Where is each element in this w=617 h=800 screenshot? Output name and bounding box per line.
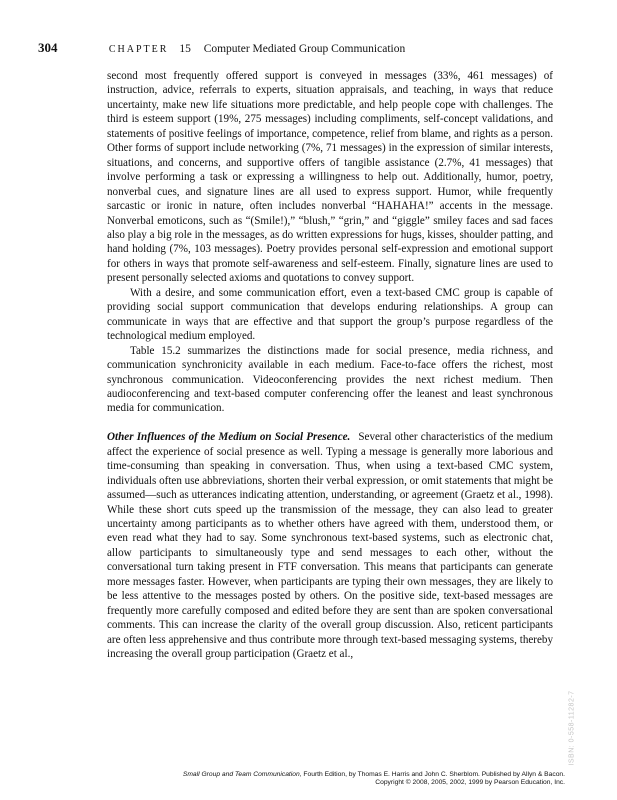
footer-copyright: Copyright © 2008, 2005, 2002, 1999 by Pearson Education, Inc. [375,779,565,787]
running-header [38,40,598,56]
paragraph-table-summary: Table 15.2 summarizes the distinctions made for social presence, media richness, and communication synchronicity available in each medium. Face-to-face offers the richest, most synchronous communication. Videoconferencing provides the next richest medium. Then audioconferencing and text-based computer conferencing offer the leanest and least synchronous media for communication. [107,344,553,415]
chapter-number: 15 [179,43,191,55]
footer-publisher: Fourth Edition, by Thomas E. Harris and John C. Sherblom. Published by Allyn & Bacon. [301,771,565,778]
paragraph-relationships: With a desire, and some communication effort, even a text-based CMC group is capable of providing social support communication that develops enduring relationships. A group can communicate in ways that are effective and that support the group’s purpose regardless of the technological medium employed. [107,286,553,343]
body-text [107,69,553,662]
footer-book-title: Small Group and Team Communication, [182,771,302,778]
chapter-title: Computer Mediated Group Communication [203,43,406,55]
section-heading: Other Influences of the Medium on Social Presence. [107,431,351,444]
paragraph-other-influences [107,430,553,661]
section-text: Several other characteristics of the medium affect the experience of social presence as well. Typing a message is generally more laborious and time-consuming than speaking in conversation. Thus, when using a text-based CMC system, individuals often use abbreviations, shorten their verbal expression, or omit statements that might be assumed—such as utterances indicating attention, understanding, or agreement (Graetz et al., 1998). While these short cuts speed up the transmission of the message, they can also lead to greater uncertainty among participants as to whether others have agreed with them, understood them, or even read what they had to say. Some synchronous text-based systems, such as electronic chat, allow participants to simultaneously type and send messages to each other, without the conversational turn taking present in FTF conversation. This means that participants can generate more messages faster. However, when participants are typing their own messages, they are likely to be less attentive to the messages posted by others. On the positive side, text-based messages are frequently more carefully composed and edited before they are sent than are spoken conversational comments. This can increase the clarity of the overall group discussion. Also, reticent participants are often less apprehensive and thus contribute more through text-based messaging systems, thereby increasing the overall group participation (Graetz et al., [107,431,553,661]
chapter-label: CHAPTER [108,44,169,55]
paragraph-support-types: second most frequently offered support is conveyed in messages (33%, 461 messages) of instruction, advice, referrals to experts, situation appraisals, and teaching, in ways that reduce uncertainty, make new life situations more predictable, and help people cope with challenges. The third is esteem support (19%, 275 messages) including compliments, self-concept validations, and statements of positive feelings of importance, competence, relief from blame, and rights as a person. Other forms of support include networking (7%, 71 messages) in the expression of similar interests, situations, and concerns, and supportive offers of tangible assistance (2.7%, 41 messages) that involve performing a task or expressing a willingness to help out. Additionally, humor, poetry, nonverbal cues, and signature lines are all used to express support. Humor, while frequently sarcastic or ironic in nature, often includes nonverbal “HAHAHA!” accents in the message. Nonverbal emoticons, such as “(Smile!),” “blush,” “grin,” and “giggle” smiley faces and sad faces also play a big role in the messages, as do written expressions for hugs, kisses, shoulder patting, and hand holding (7%, 103 messages). Poetry provides personal self-expression and emotional support for others in ways that promote self-awareness and self-esteem. Finally, signature lines are used to present personally selected axioms and quotations to convey support. [107,70,553,285]
isbn-text: ISBN: 0-558-11282-7 [568,690,576,766]
page-number: 304 [38,40,58,55]
copyright-footer [183,771,565,788]
